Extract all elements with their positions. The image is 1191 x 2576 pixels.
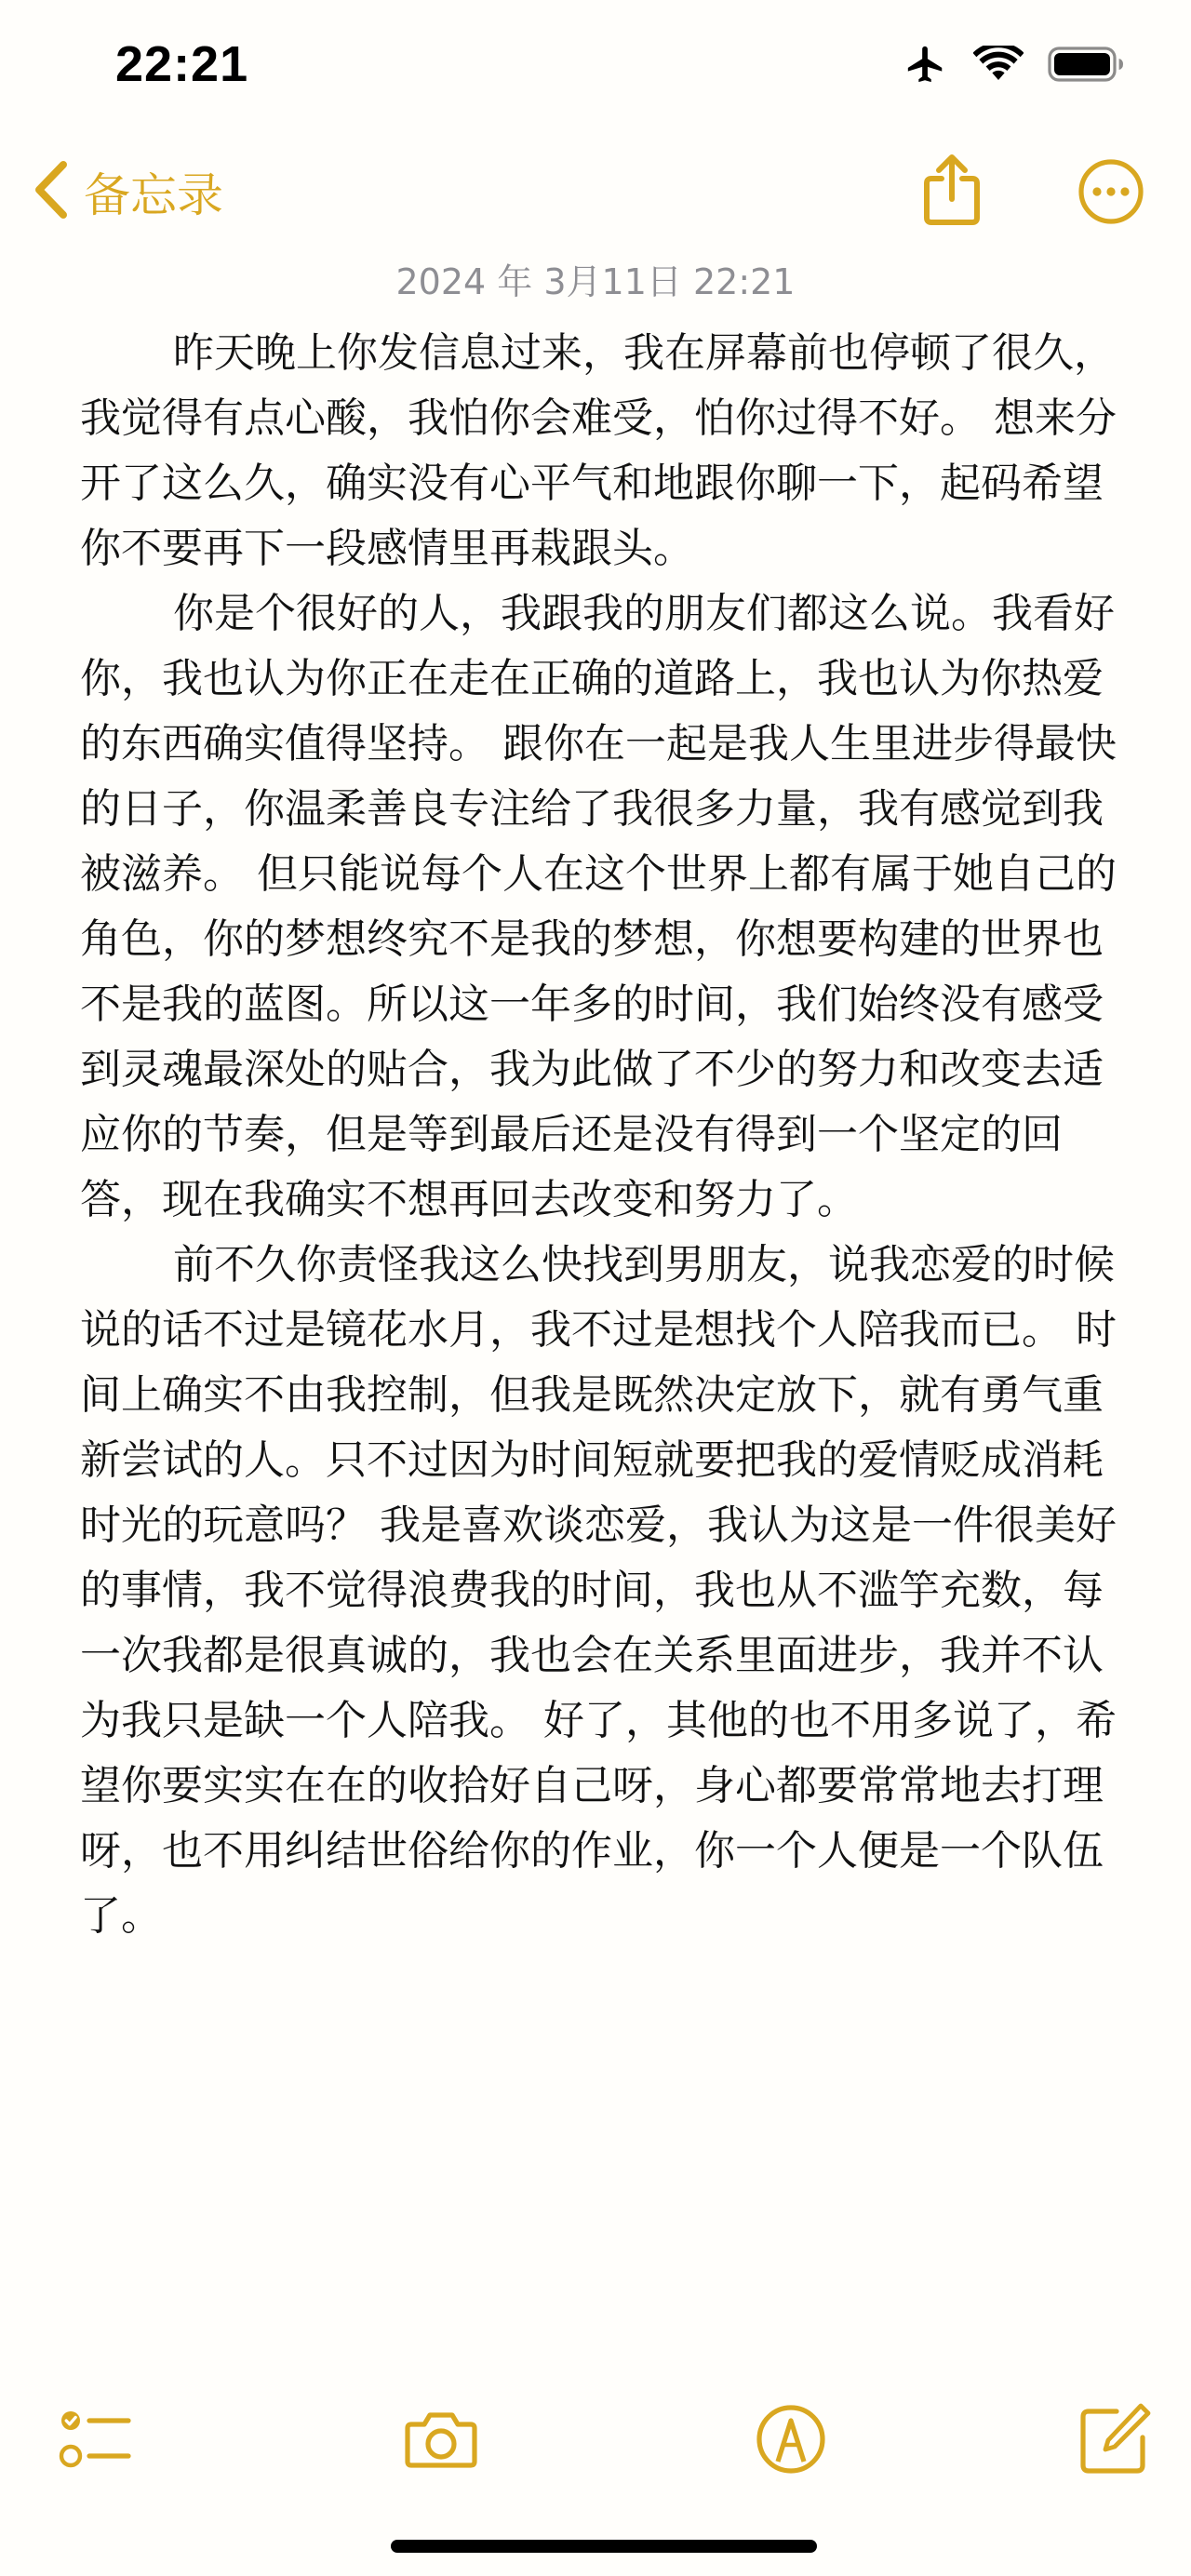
note-body[interactable] bbox=[80, 321, 1122, 1949]
compose-button[interactable] bbox=[1076, 2400, 1154, 2482]
chevron-left-icon bbox=[32, 159, 69, 224]
share-button[interactable] bbox=[919, 153, 984, 231]
note-paragraph: 昨天晚上你发信息过来，我在屏幕前也停顿了很久，我觉得有点心酸，我怕你会难受，怕你过得不好。 想来分开了这么久，确实没有心平气和地跟你聊一下，起码希望你不要再下一段感情里再栽跟头。 bbox=[80, 329, 1117, 572]
checklist-icon bbox=[58, 2464, 136, 2482]
status-bar bbox=[0, 0, 1191, 140]
compose-icon bbox=[1076, 2464, 1154, 2482]
note-paragraph: 前不久你责怪我这么快找到男朋友，说我恋爱的时候说的话不过是镜花水月，我不过是想找个人陪我而已。 时间上确实不由我控制，但我是既然决定放下，就有勇气重新尝试的人。只不过因为时间短就要把我的爱情贬成消耗时光的玩意吗？ 我是喜欢谈恋爱，我认为这是一件很美好的事情，我不觉得浪费我的时间，我也从不滥竽充数，每一次我都是很真诚的，我也会在关系里面进步，我并不认为我只是缺一个人陪我。 好了，其他的也不用多说了，希望你要实实在在的收拾好自己呀，身心都要常常地去打理呀，也不用纠结世俗给你的作业，你一个人便是一个队伍了。 bbox=[80, 1241, 1117, 1940]
back-label: 备忘录 bbox=[84, 168, 223, 222]
note-paragraph: 你是个很好的人，我跟我的朋友们都这么说。我看好你，我也认为你正在走在正确的道路上，我也认为你热爱的东西确实值得坚持。 跟你在一起是我人生里进步得最快的日子，你温柔善良专注给了我很多力量，我有感觉到我被滋养。 但只能说每个人在这个世界上都有属于她自己的角色，你的梦想终究不是我的梦想，你想要构建的世界也不是我的蓝图。所以这一年多的时间，我们始终没有感受到灵魂最深处的贴合，我为此做了不少的努力和改变去适应你的节奏，但是等到最后还是没有得到一个坚定的回答，现在我确实不想再回去改变和努力了。 bbox=[80, 590, 1117, 1223]
battery-icon bbox=[1048, 46, 1124, 87]
home-indicator[interactable] bbox=[391, 2540, 817, 2553]
note-date: 2024 年 3月11日 22:21 bbox=[395, 261, 796, 302]
markup-icon bbox=[752, 2464, 830, 2482]
navigation-bar bbox=[0, 149, 1191, 242]
wifi-icon bbox=[973, 46, 1024, 87]
bottom-toolbar bbox=[0, 2400, 1191, 2493]
airplane-icon bbox=[903, 43, 949, 89]
checklist-button[interactable] bbox=[58, 2400, 136, 2482]
status-icons bbox=[903, 43, 1124, 89]
more-button[interactable] bbox=[1077, 158, 1144, 229]
status-time: 22:21 bbox=[115, 36, 249, 92]
back-button[interactable] bbox=[32, 158, 223, 225]
camera-icon bbox=[402, 2464, 480, 2482]
camera-button[interactable] bbox=[402, 2400, 480, 2482]
markup-button[interactable] bbox=[752, 2400, 830, 2482]
more-icon bbox=[1077, 211, 1144, 229]
share-icon bbox=[919, 213, 984, 231]
